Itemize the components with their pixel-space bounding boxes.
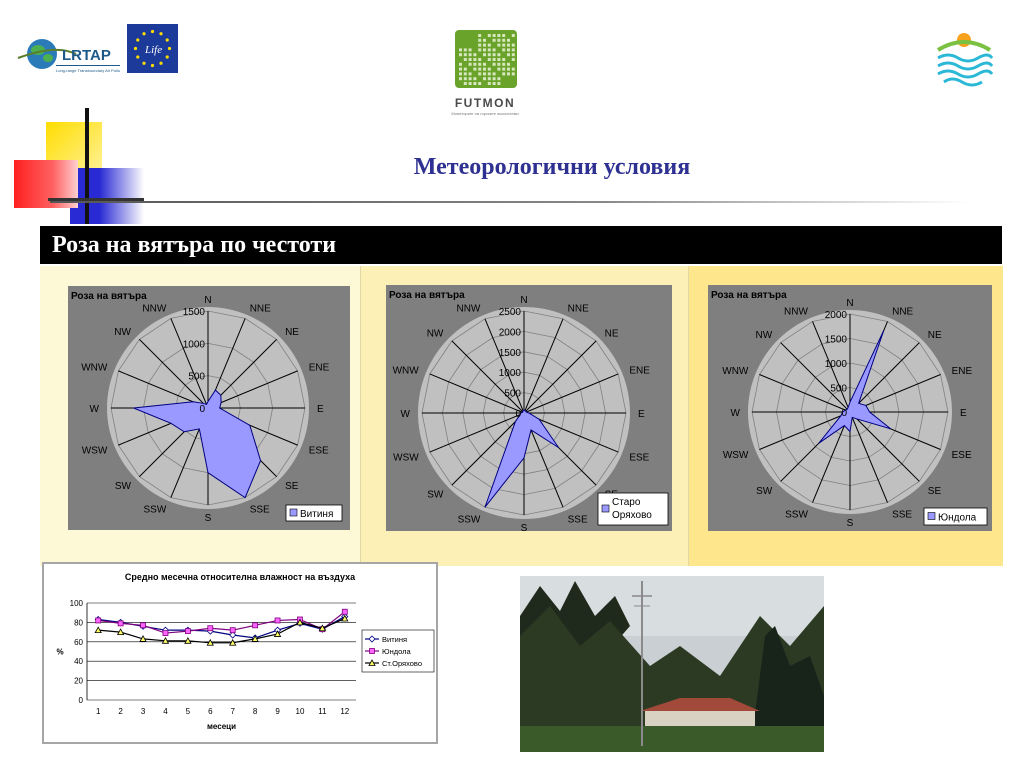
svg-text:Life: Life bbox=[145, 44, 163, 56]
futmon-logo-graphic bbox=[440, 26, 530, 118]
futmon-dot bbox=[473, 82, 476, 85]
radar-legend-swatch bbox=[602, 505, 609, 512]
futmon-dot bbox=[493, 48, 496, 51]
radar-tick-label: 1500 bbox=[182, 307, 205, 318]
futmon-dot bbox=[512, 48, 515, 51]
futmon-dot bbox=[488, 68, 491, 71]
humidity-xtick-label: 11 bbox=[318, 707, 327, 716]
eea-logo bbox=[934, 30, 994, 88]
futmon-dot bbox=[483, 77, 486, 80]
section-title: Роза на вятъра по честоти bbox=[52, 232, 337, 258]
humidity-line-chart bbox=[42, 562, 438, 744]
futmon-dot bbox=[493, 58, 496, 61]
futmon-dot bbox=[464, 68, 467, 71]
futmon-dot bbox=[464, 72, 467, 75]
futmon-dot bbox=[483, 48, 486, 51]
futmon-dot bbox=[502, 72, 505, 75]
humidity-xlabel: месеци bbox=[207, 722, 236, 731]
radar-legend-label: Старо bbox=[612, 497, 641, 508]
radar-category-label: SSW bbox=[457, 514, 481, 526]
eu-star-icon bbox=[159, 32, 162, 35]
futmon-dot bbox=[459, 72, 462, 75]
futmon-dot bbox=[478, 48, 481, 51]
humidity-xtick-label: 7 bbox=[230, 707, 235, 716]
radar-tick-label: 500 bbox=[504, 388, 521, 400]
title-underline bbox=[50, 201, 970, 203]
futmon-dot bbox=[502, 48, 505, 51]
svg-text:FUTMON: FUTMON bbox=[454, 96, 516, 110]
futmon-logo bbox=[440, 26, 530, 118]
futmon-dot bbox=[488, 82, 491, 85]
futmon-dot bbox=[478, 34, 481, 37]
page-title: Метеорологични условия bbox=[413, 154, 691, 180]
radar-category-label: N bbox=[520, 295, 528, 306]
humidity-ytick-label: 60 bbox=[74, 637, 83, 647]
futmon-dot bbox=[497, 63, 500, 66]
eu-star-icon bbox=[166, 55, 169, 58]
futmon-dot bbox=[473, 77, 476, 80]
radar-category-label: S bbox=[204, 513, 212, 524]
humidity-title: Средно месечна относителна влажност на въздуха bbox=[124, 572, 356, 582]
futmon-dot bbox=[469, 77, 472, 80]
radar-category-label: SE bbox=[927, 485, 942, 497]
radar-title: Роза на вятъра bbox=[389, 290, 465, 301]
radar-category-label: NNE bbox=[249, 303, 271, 315]
futmon-dot bbox=[483, 63, 486, 66]
humidity-point bbox=[96, 618, 101, 623]
humidity-xtick-label: 12 bbox=[340, 707, 350, 716]
humidity-legend-marker bbox=[370, 649, 375, 654]
futmon-dot bbox=[493, 72, 496, 75]
futmon-dot bbox=[459, 53, 462, 56]
radar-legend-label: Юндола bbox=[938, 512, 977, 524]
futmon-dot bbox=[493, 63, 496, 66]
radar-category-label: S bbox=[520, 523, 528, 531]
radar-category-label: E bbox=[317, 404, 324, 415]
radar-legend-label: Оряхово bbox=[612, 510, 652, 521]
futmon-dot bbox=[473, 63, 476, 66]
radar-tick-label: 1000 bbox=[182, 339, 205, 351]
futmon-dot bbox=[502, 39, 505, 42]
futmon-dot bbox=[469, 63, 472, 66]
svg-text:LRTAP: LRTAP bbox=[62, 47, 111, 64]
futmon-dot bbox=[497, 44, 500, 47]
radar-category-label: W bbox=[730, 408, 740, 419]
radar-category-label: NE bbox=[604, 328, 619, 340]
futmon-dot bbox=[459, 63, 462, 66]
radar-category-label: NNE bbox=[567, 303, 589, 315]
futmon-dot bbox=[464, 53, 467, 56]
humidity-point bbox=[208, 626, 213, 631]
lrtap-logo-graphic bbox=[16, 36, 120, 76]
futmon-dot bbox=[473, 68, 476, 71]
radar-category-label: S bbox=[846, 518, 854, 529]
radar-category-label: WSW bbox=[393, 452, 419, 464]
futmon-dot bbox=[512, 72, 515, 75]
futmon-dot bbox=[497, 39, 500, 42]
futmon-dot bbox=[497, 58, 500, 61]
futmon-dot bbox=[507, 53, 510, 56]
radar-tick-label: 1500 bbox=[498, 347, 521, 359]
radar-category-label: ESE bbox=[951, 450, 972, 462]
humidity-xtick-label: 2 bbox=[118, 707, 123, 716]
radar-category-label: NE bbox=[927, 330, 942, 342]
radar-title: Роза на вятъра bbox=[71, 291, 147, 302]
radar-tick-label: 1000 bbox=[498, 368, 521, 380]
radar-category-label: NNW bbox=[456, 303, 481, 315]
radar-chart-vitinya bbox=[68, 286, 350, 530]
eu-star-icon bbox=[151, 30, 154, 33]
radar-category-label: WNW bbox=[392, 365, 419, 377]
radar-category-label: NNW bbox=[784, 306, 808, 318]
radar-legend-swatch bbox=[928, 513, 935, 520]
humidity-xtick-label: 6 bbox=[208, 707, 213, 716]
futmon-dot bbox=[459, 77, 462, 80]
futmon-dot bbox=[483, 53, 486, 56]
futmon-dot bbox=[512, 34, 515, 37]
eu-star-icon bbox=[166, 38, 169, 41]
radar-category-label: NE bbox=[285, 326, 299, 338]
radar-category-label: WNW bbox=[722, 365, 749, 377]
futmon-dot bbox=[493, 82, 496, 85]
futmon-dot bbox=[488, 44, 491, 47]
radar-category-label: E bbox=[638, 409, 645, 420]
futmon-dot bbox=[502, 68, 505, 71]
humidity-point bbox=[342, 609, 347, 614]
futmon-dot bbox=[497, 53, 500, 56]
radar-category-label: SSW bbox=[143, 504, 167, 516]
futmon-dot bbox=[459, 68, 462, 71]
futmon-dot bbox=[483, 68, 486, 71]
radar-category-label: WSW bbox=[81, 445, 108, 457]
station-photo bbox=[520, 576, 824, 752]
futmon-dot bbox=[493, 39, 496, 42]
svg-text:Мониторинг на горските екосист: Мониторинг на горските екосистеми bbox=[451, 111, 519, 116]
radar-category-label: W bbox=[400, 409, 410, 420]
futmon-dot bbox=[502, 63, 505, 66]
radar-category-label: ESE bbox=[308, 445, 329, 457]
radar-category-label: SSE bbox=[892, 509, 913, 521]
radar-chart-yundola bbox=[708, 285, 992, 531]
radar-tick-label: 500 bbox=[830, 383, 847, 395]
radar-category-label: SW bbox=[114, 481, 131, 493]
futmon-dot bbox=[493, 34, 496, 37]
radar-category-label: SW bbox=[427, 489, 444, 501]
futmon-dot bbox=[507, 39, 510, 42]
eu-star-icon bbox=[136, 38, 139, 41]
lrtap-logo bbox=[16, 36, 120, 76]
futmon-dot bbox=[488, 58, 491, 61]
radar-category-label: E bbox=[960, 408, 967, 419]
futmon-dot bbox=[469, 82, 472, 85]
futmon-dot bbox=[507, 72, 510, 75]
futmon-dot bbox=[502, 44, 505, 47]
futmon-dot bbox=[512, 44, 515, 47]
humidity-ylabel: % bbox=[56, 647, 64, 657]
humidity-point bbox=[275, 618, 280, 623]
eu-star-icon bbox=[168, 47, 171, 50]
futmon-dot bbox=[497, 34, 500, 37]
futmon-dot bbox=[459, 48, 462, 51]
futmon-dot bbox=[488, 77, 491, 80]
humidity-xtick-label: 5 bbox=[185, 707, 191, 716]
futmon-dot bbox=[493, 53, 496, 56]
radar-category-label: ENE bbox=[951, 365, 973, 377]
humidity-ytick-label: 40 bbox=[74, 657, 83, 667]
humidity-ytick-label: 80 bbox=[74, 618, 83, 628]
futmon-dot bbox=[512, 68, 515, 71]
eu-star-icon bbox=[159, 62, 162, 65]
humidity-point bbox=[141, 623, 146, 628]
radar-category-label: N bbox=[204, 295, 212, 306]
humidity-point bbox=[253, 623, 258, 628]
futmon-dot bbox=[478, 39, 481, 42]
radar-category-label: NW bbox=[114, 326, 131, 338]
radar-tick-label: 1000 bbox=[824, 359, 847, 370]
radar-category-label: NNW bbox=[142, 303, 167, 315]
futmon-dot bbox=[488, 34, 491, 37]
radar-category-label: NW bbox=[426, 328, 444, 340]
radar-tick-label: 1500 bbox=[824, 334, 847, 346]
life-eu-logo-graphic bbox=[127, 24, 178, 73]
futmon-dot bbox=[488, 53, 491, 56]
humidity-xtick-label: 3 bbox=[140, 707, 146, 716]
futmon-dot bbox=[507, 44, 510, 47]
futmon-dot bbox=[473, 53, 476, 56]
humidity-xtick-label: 8 bbox=[252, 707, 258, 716]
radar-tick-label: 0 bbox=[841, 408, 847, 419]
radar-category-label: SSE bbox=[567, 514, 588, 526]
futmon-dot bbox=[469, 53, 472, 56]
humidity-ytick-label: 0 bbox=[78, 696, 83, 705]
radar-category-label: ESE bbox=[629, 452, 650, 464]
futmon-dot bbox=[507, 48, 510, 51]
futmon-dot bbox=[469, 48, 472, 51]
svg-text:Long-range Transboundary Air P: Long-range Transboundary Air Pollution bbox=[56, 68, 120, 73]
futmon-dot bbox=[488, 48, 491, 51]
futmon-dot bbox=[497, 77, 500, 80]
futmon-dot bbox=[469, 72, 472, 75]
futmon-dot bbox=[502, 58, 505, 61]
futmon-dot bbox=[464, 58, 467, 61]
radar-tick-label: 0 bbox=[199, 404, 205, 415]
futmon-dot bbox=[512, 53, 515, 56]
humidity-legend-label: Юндола bbox=[382, 647, 411, 656]
futmon-dot bbox=[464, 77, 467, 80]
humidity-legend-label: Ст.Оряхово bbox=[382, 659, 422, 668]
humidity-legend-label: Витиня bbox=[382, 635, 408, 644]
radar-tick-label: 500 bbox=[188, 371, 205, 383]
radar-category-label: NW bbox=[755, 330, 773, 342]
humidity-xtick-label: 10 bbox=[295, 707, 305, 716]
futmon-dot bbox=[483, 39, 486, 42]
humidity-point bbox=[230, 628, 235, 633]
eu-star-icon bbox=[142, 62, 145, 65]
futmon-dot bbox=[464, 82, 467, 85]
radar-category-label: SSE bbox=[249, 504, 270, 516]
radar-legend-swatch bbox=[290, 509, 297, 516]
radar-category-label: ENE bbox=[629, 365, 650, 377]
futmon-dot bbox=[483, 72, 486, 75]
eu-star-icon bbox=[151, 64, 154, 67]
radar-category-label: SSW bbox=[785, 509, 808, 521]
futmon-dot bbox=[478, 72, 481, 75]
futmon-dot bbox=[464, 48, 467, 51]
humidity-point bbox=[118, 621, 123, 626]
radar-tick-label: 2500 bbox=[498, 307, 521, 318]
futmon-dot bbox=[493, 77, 496, 80]
eu-star-icon bbox=[136, 55, 139, 58]
futmon-dot bbox=[488, 72, 491, 75]
futmon-dot bbox=[478, 63, 481, 66]
humidity-point bbox=[185, 629, 190, 634]
eu-star-icon bbox=[142, 32, 145, 35]
futmon-dot bbox=[502, 34, 505, 37]
radar-category-label: ENE bbox=[308, 362, 330, 374]
radar-category-label: NNE bbox=[892, 306, 914, 318]
radar-tick-label: 2000 bbox=[498, 327, 521, 339]
radar-legend-label: Витиня bbox=[300, 509, 334, 520]
radar-category-label: WNW bbox=[81, 362, 108, 374]
futmon-dot bbox=[512, 58, 515, 61]
wave-logo-graphic bbox=[934, 30, 994, 88]
eu-star-icon bbox=[134, 47, 137, 50]
futmon-dot bbox=[473, 58, 476, 61]
futmon-dot bbox=[497, 68, 500, 71]
radar-category-label: SE bbox=[285, 481, 299, 493]
radar-tick-label: 2000 bbox=[824, 310, 847, 321]
futmon-dot bbox=[478, 82, 481, 85]
radar-category-label: WSW bbox=[722, 450, 749, 462]
humidity-xtick-label: 1 bbox=[95, 707, 101, 716]
humidity-point bbox=[163, 631, 168, 636]
radar-title: Роза на вятъра bbox=[711, 290, 787, 301]
radar-category-label: N bbox=[846, 298, 854, 309]
futmon-dot bbox=[478, 44, 481, 47]
radar-tick-label: 0 bbox=[515, 409, 521, 420]
futmon-dot bbox=[483, 44, 486, 47]
humidity-ytick-label: 100 bbox=[69, 599, 83, 608]
futmon-dot bbox=[507, 63, 510, 66]
futmon-dot bbox=[478, 68, 481, 71]
humidity-xtick-label: 9 bbox=[275, 707, 280, 716]
futmon-dot bbox=[469, 58, 472, 61]
futmon-dot bbox=[507, 68, 510, 71]
futmon-dot bbox=[478, 58, 481, 61]
radar-category-label: SW bbox=[756, 485, 773, 497]
humidity-xtick-label: 4 bbox=[163, 707, 168, 716]
humidity-ytick-label: 20 bbox=[74, 676, 83, 686]
radar-chart-staro-oryahovo bbox=[386, 285, 672, 531]
futmon-dot bbox=[497, 82, 500, 85]
life-eu-logo bbox=[127, 24, 178, 73]
radar-category-label: W bbox=[89, 404, 99, 415]
